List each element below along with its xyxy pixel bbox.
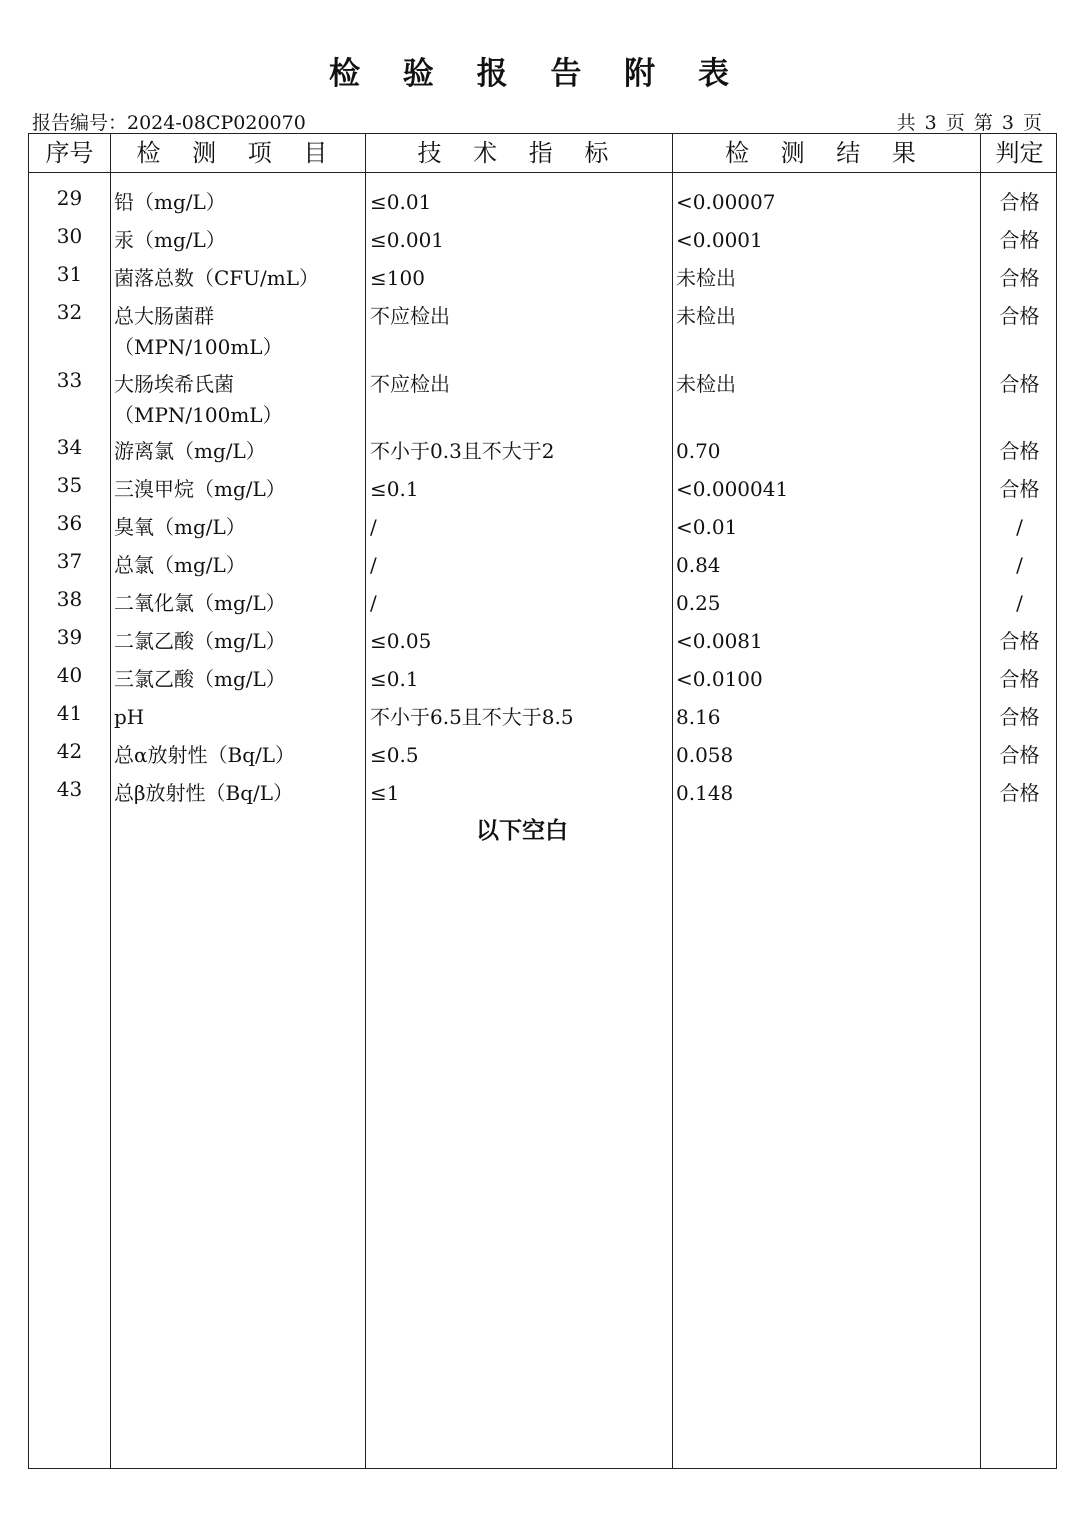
row-judgment: 合格 — [999, 439, 1040, 463]
row-standard: ≤0.1 — [370, 667, 419, 691]
row-result: 0.25 — [676, 591, 721, 615]
row-result: <0.01 — [676, 515, 738, 539]
row-item: 汞（mg/L） — [114, 228, 226, 252]
row-item: 总大肠菌群 — [114, 304, 214, 328]
row-item: 二氧化氯（mg/L） — [114, 591, 286, 615]
row-item-line2: （MPN/100mL） — [114, 335, 283, 359]
row-standard: ≤0.001 — [370, 228, 445, 252]
row-judgment: 合格 — [999, 705, 1040, 729]
row-seq: 33 — [56, 368, 83, 392]
row-seq: 34 — [56, 435, 83, 459]
row-standard: ≤0.01 — [370, 190, 432, 214]
row-judgment: 合格 — [999, 228, 1040, 252]
row-standard: ≤0.5 — [370, 743, 419, 767]
row-standard: / — [370, 591, 377, 615]
header-divider — [29, 172, 1056, 173]
row-result: 未检出 — [676, 266, 736, 290]
row-item: 三溴甲烷（mg/L） — [114, 477, 286, 501]
row-item: 大肠埃希氏菌 — [114, 372, 234, 396]
row-judgment: / — [1016, 515, 1023, 539]
row-standard: / — [370, 553, 377, 577]
header-judgment: 判定 — [995, 139, 1044, 167]
row-result: <0.000041 — [676, 477, 789, 501]
row-standard: ≤1 — [370, 781, 400, 805]
row-result: 未检出 — [676, 372, 736, 396]
header-result: 检 测 结 果 — [725, 139, 928, 167]
results-table — [28, 133, 1057, 1469]
row-item-line2: （MPN/100mL） — [114, 403, 283, 427]
report-title: 检 验 报 告 附 表 — [329, 56, 745, 92]
row-standard: / — [370, 515, 377, 539]
row-standard: 不小于6.5且不大于8.5 — [370, 705, 574, 729]
row-result: <0.00007 — [676, 190, 776, 214]
row-seq: 31 — [56, 262, 83, 286]
row-seq: 43 — [56, 777, 83, 801]
row-standard: ≤0.05 — [370, 629, 432, 653]
row-judgment: 合格 — [999, 629, 1040, 653]
row-item: 总α放射性（Bq/L） — [114, 743, 296, 767]
row-item: 游离氯（mg/L） — [114, 439, 266, 463]
row-judgment: 合格 — [999, 667, 1040, 691]
row-seq: 42 — [56, 739, 83, 763]
row-judgment: / — [1016, 591, 1023, 615]
column-divider — [365, 134, 366, 1468]
row-judgment: 合格 — [999, 190, 1040, 214]
row-seq: 41 — [56, 701, 83, 725]
row-result: 8.16 — [676, 705, 721, 729]
row-item: 三氯乙酸（mg/L） — [114, 667, 286, 691]
row-result: 0.148 — [676, 781, 734, 805]
report-number: 报告编号：2024-08CP020070 — [32, 112, 306, 134]
page-indicator: 共 3 页 第 3 页 — [896, 112, 1042, 134]
row-judgment: 合格 — [999, 304, 1040, 328]
row-judgment: 合格 — [999, 743, 1040, 767]
row-result: 0.84 — [676, 553, 721, 577]
row-standard: ≤0.1 — [370, 477, 419, 501]
row-result: 未检出 — [676, 304, 736, 328]
column-divider — [110, 134, 111, 1468]
row-item: 菌落总数（CFU/mL） — [114, 266, 320, 290]
row-item: pH — [114, 705, 145, 729]
row-seq: 32 — [56, 300, 83, 324]
row-result: <0.0081 — [676, 629, 763, 653]
row-seq: 39 — [56, 625, 83, 649]
row-result: <0.0001 — [676, 228, 763, 252]
row-item: 臭氧（mg/L） — [114, 515, 246, 539]
row-standard: ≤100 — [370, 266, 425, 290]
row-standard: 不应检出 — [370, 304, 450, 328]
row-seq: 37 — [56, 549, 83, 573]
row-item: 铅（mg/L） — [114, 190, 226, 214]
row-seq: 40 — [56, 663, 83, 687]
column-divider — [672, 134, 673, 1468]
row-judgment: 合格 — [999, 266, 1040, 290]
header-item: 检 测 项 目 — [136, 139, 340, 167]
row-seq: 29 — [56, 186, 83, 210]
row-judgment: 合格 — [999, 477, 1040, 501]
row-seq: 38 — [56, 587, 83, 611]
row-standard: 不小于0.3且不大于2 — [370, 439, 555, 463]
row-judgment: 合格 — [999, 372, 1040, 396]
row-item: 二氯乙酸（mg/L） — [114, 629, 286, 653]
row-standard: 不应检出 — [370, 372, 450, 396]
row-judgment: / — [1016, 553, 1023, 577]
row-seq: 30 — [56, 224, 83, 248]
row-seq: 35 — [56, 473, 83, 497]
header-standard: 技 术 指 标 — [417, 139, 621, 167]
row-result: 0.058 — [676, 743, 734, 767]
row-result: 0.70 — [676, 439, 721, 463]
blank-note: 以下空白 — [476, 818, 568, 844]
row-item: 总β放射性（Bq/L） — [114, 781, 294, 805]
row-judgment: 合格 — [999, 781, 1040, 805]
row-seq: 36 — [56, 511, 83, 535]
header-seq: 序号 — [45, 139, 94, 167]
row-result: <0.0100 — [676, 667, 763, 691]
row-item: 总氯（mg/L） — [114, 553, 246, 577]
